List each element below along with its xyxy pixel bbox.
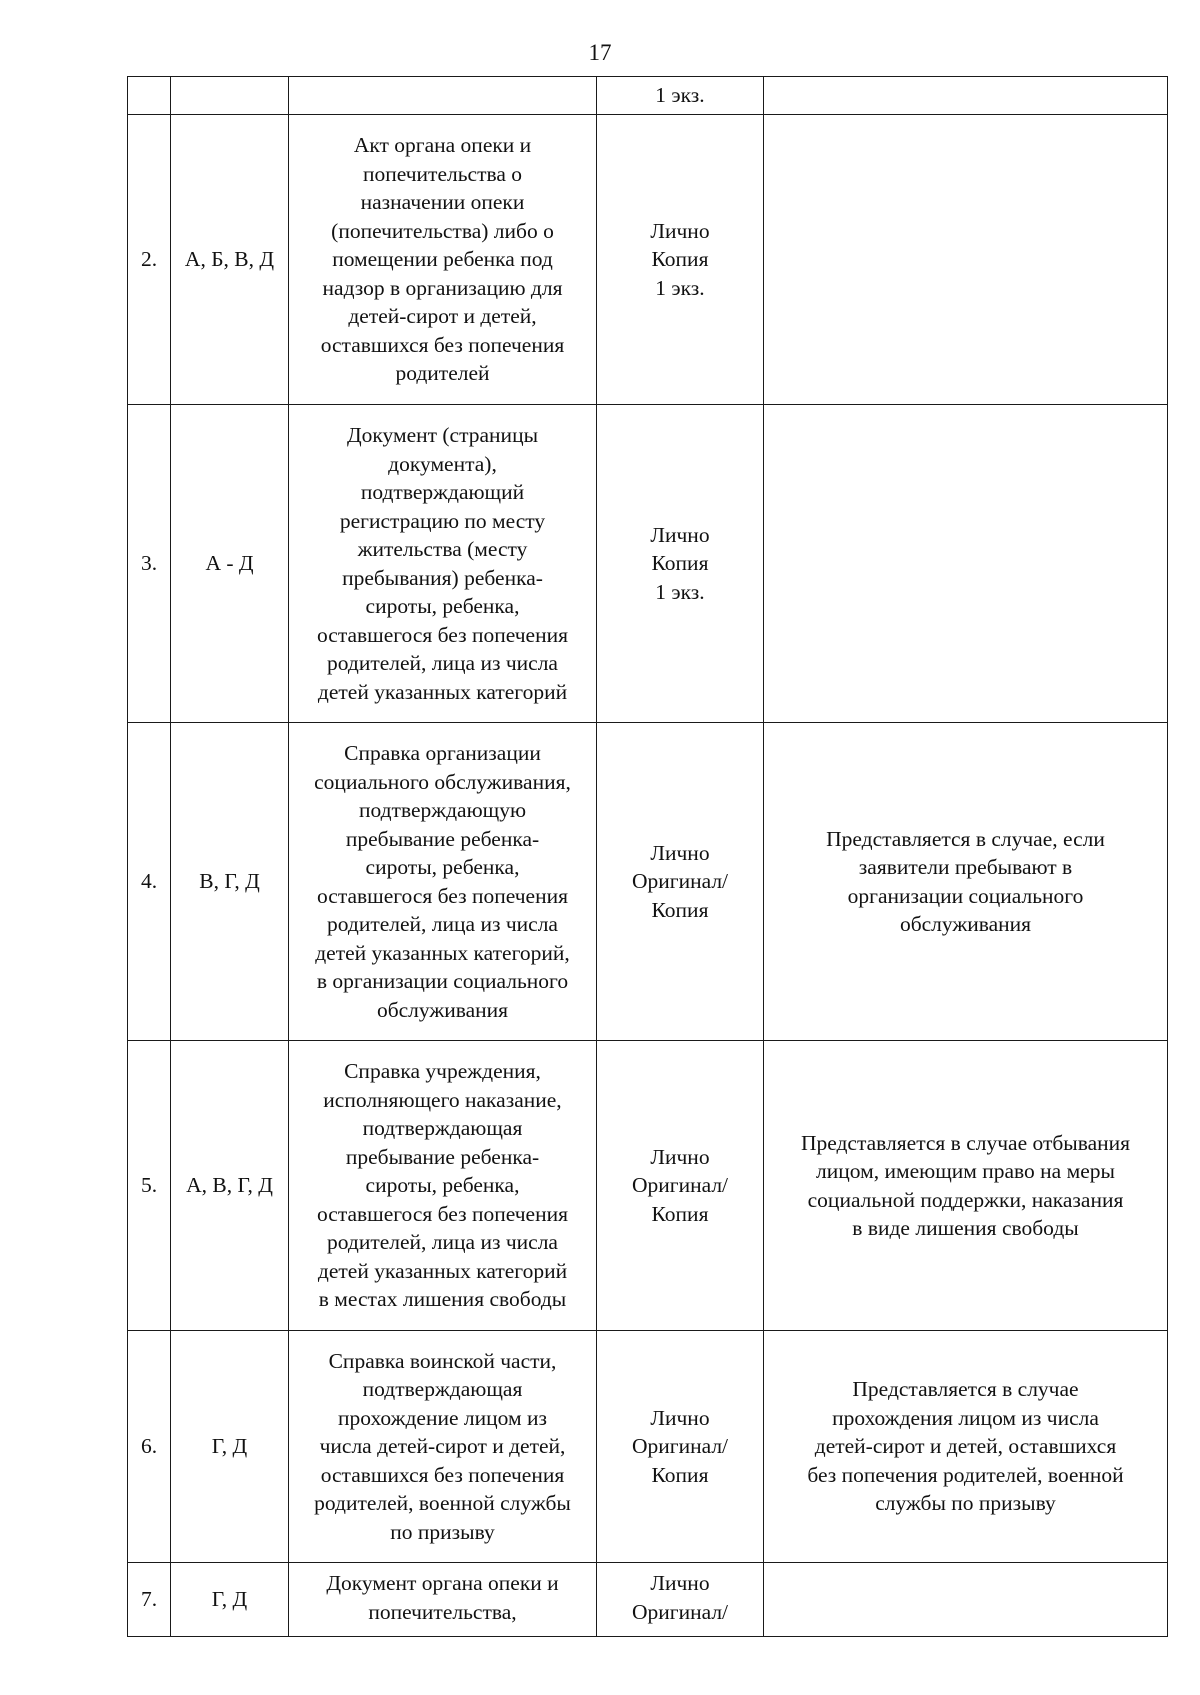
table-row <box>128 115 1168 405</box>
row-description: Справка воинской части, подтверждающая прохождение лицом из числа детей-сирот и детей, оставшихся без попечения родителей, военной службы по призыву <box>289 1331 597 1563</box>
row-description: Документ органа опеки и попечительства, <box>289 1563 597 1637</box>
row-description: Справка организации социального обслуживания, подтверждающую пребывание ребенка- сироты, ребенка, оставшегося без попечения родителей, лица из числа детей указанных категорий, в организации социального обслуживания <box>289 723 597 1041</box>
row-number: 3. <box>128 405 171 723</box>
row-submission: 1 экз. <box>597 77 764 115</box>
row-submission: Лично Копия 1 экз. <box>597 115 764 405</box>
row-submission: Лично Оригинал/ <box>597 1563 764 1637</box>
row-codes: В, Г, Д <box>171 723 289 1041</box>
row-description: Акт органа опеки и попечительства о назначении опеки (попечительства) либо о помещении ребенка под надзор в организацию для детей-сирот и детей, оставшихся без попечения родителей <box>289 115 597 405</box>
row-number: 7. <box>128 1563 171 1637</box>
row-submission: Лично Оригинал/ Копия <box>597 1041 764 1331</box>
table-row <box>128 1563 1168 1637</box>
row-note: Представляется в случае отбывания лицом, имеющим право на меры социальной поддержки, наказания в виде лишения свободы <box>764 1041 1168 1331</box>
row-submission: Лично Оригинал/ Копия <box>597 1331 764 1563</box>
row-codes: А, Б, В, Д <box>171 115 289 405</box>
row-note <box>764 77 1168 115</box>
table-row-continuation <box>128 77 1168 115</box>
table-row <box>128 1041 1168 1331</box>
row-note: Представляется в случае, если заявители пребывают в организации социального обслуживания <box>764 723 1168 1041</box>
row-description <box>289 77 597 115</box>
documents-table <box>127 76 1168 1637</box>
row-number <box>128 77 171 115</box>
row-note <box>764 115 1168 405</box>
row-codes: А, В, Г, Д <box>171 1041 289 1331</box>
row-number: 6. <box>128 1331 171 1563</box>
row-number: 2. <box>128 115 171 405</box>
row-description: Документ (страницы документа), подтверждающий регистрацию по месту жительства (месту пребывания) ребенка- сироты, ребенка, оставшегося без попечения родителей, лица из числа детей указанных категорий <box>289 405 597 723</box>
row-note: Представляется в случае прохождения лицом из числа детей-сирот и детей, оставшихся без попечения родителей, военной службы по призыву <box>764 1331 1168 1563</box>
table-row <box>128 723 1168 1041</box>
row-submission: Лично Копия 1 экз. <box>597 405 764 723</box>
row-description: Справка учреждения, исполняющего наказание, подтверждающая пребывание ребенка- сироты, ребенка, оставшегося без попечения родителей, лица из числа детей указанных категорий в местах лишения свободы <box>289 1041 597 1331</box>
row-number: 5. <box>128 1041 171 1331</box>
table-row <box>128 1331 1168 1563</box>
row-note <box>764 1563 1168 1637</box>
row-codes <box>171 77 289 115</box>
row-codes: Г, Д <box>171 1563 289 1637</box>
page-number: 17 <box>588 40 612 65</box>
row-number: 4. <box>128 723 171 1041</box>
row-codes: Г, Д <box>171 1331 289 1563</box>
row-note <box>764 405 1168 723</box>
table-row <box>128 405 1168 723</box>
row-submission: Лично Оригинал/ Копия <box>597 723 764 1041</box>
row-codes: А - Д <box>171 405 289 723</box>
